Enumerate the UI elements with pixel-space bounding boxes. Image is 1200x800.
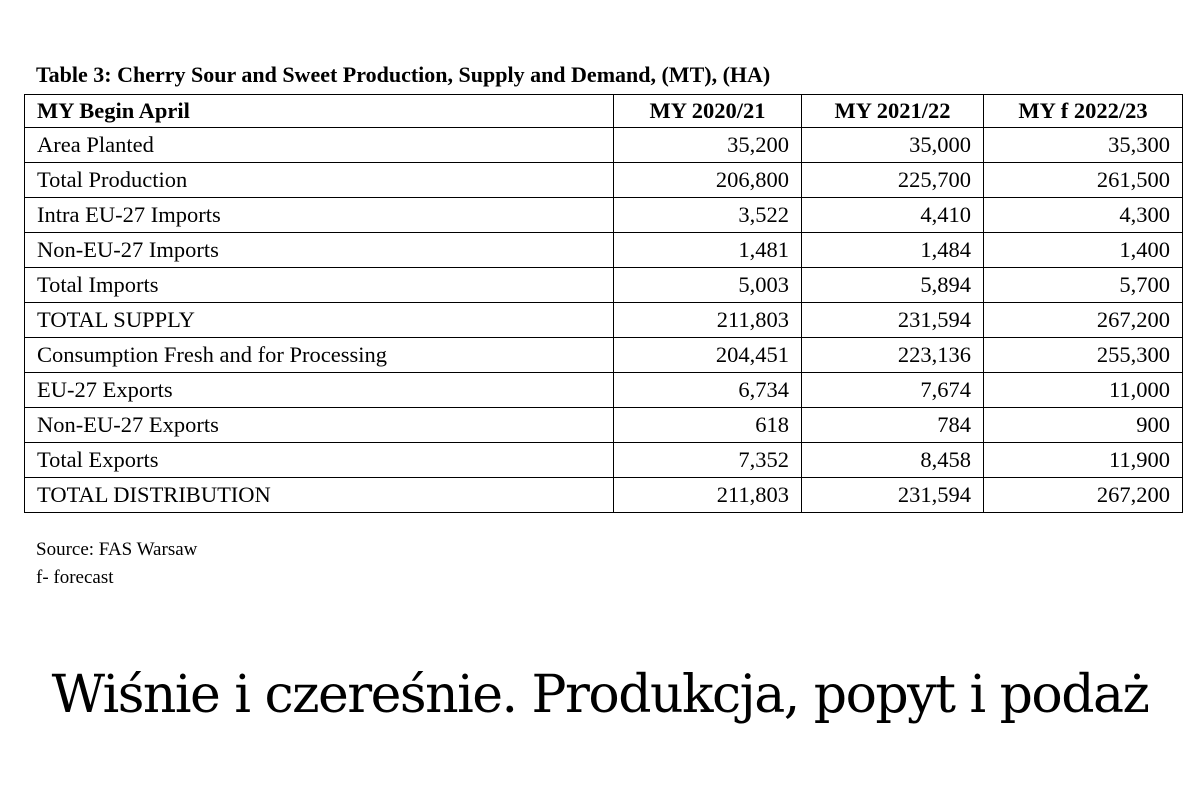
table-title: Table 3: Cherry Sour and Sweet Production, Supply and Demand, (MT), (HA): [36, 62, 771, 87]
value-cell: 4,410: [802, 198, 984, 233]
value-cell: 206,800: [614, 163, 802, 198]
source-note: Source: FAS Warsaw: [36, 539, 198, 560]
row-label: EU-27 Exports: [25, 373, 614, 408]
row-label: TOTAL DISTRIBUTION: [25, 478, 614, 513]
row-label: TOTAL SUPPLY: [25, 303, 614, 338]
value-cell: 204,451: [614, 338, 802, 373]
value-cell: 35,200: [614, 128, 802, 163]
value-cell: 4,300: [984, 198, 1183, 233]
row-label: Non-EU-27 Exports: [25, 408, 614, 443]
table-row: [25, 233, 1183, 268]
row-label: Total Imports: [25, 268, 614, 303]
value-cell: 211,803: [614, 478, 802, 513]
value-cell: 223,136: [802, 338, 984, 373]
row-label: Total Exports: [25, 443, 614, 478]
value-cell: 5,700: [984, 268, 1183, 303]
value-cell: 225,700: [802, 163, 984, 198]
value-cell: 261,500: [984, 163, 1183, 198]
row-label: Non-EU-27 Imports: [25, 233, 614, 268]
value-cell: 784: [802, 408, 984, 443]
value-cell: 231,594: [802, 303, 984, 338]
table-row: [25, 408, 1183, 443]
value-cell: 11,000: [984, 373, 1183, 408]
header-cell: MY 2020/21: [614, 95, 802, 128]
value-cell: 11,900: [984, 443, 1183, 478]
value-cell: 900: [984, 408, 1183, 443]
value-cell: 267,200: [984, 478, 1183, 513]
row-label: Area Planted: [25, 128, 614, 163]
value-cell: 35,000: [802, 128, 984, 163]
caption: Wiśnie i czereśnie. Produkcja, popyt i podaż: [51, 665, 1149, 725]
value-cell: 1,481: [614, 233, 802, 268]
header-cell: MY 2021/22: [802, 95, 984, 128]
value-cell: 267,200: [984, 303, 1183, 338]
row-label: Total Production: [25, 163, 614, 198]
table-row: [25, 303, 1183, 338]
table-row: [25, 128, 1183, 163]
table-row: [25, 338, 1183, 373]
table-row: [25, 163, 1183, 198]
value-cell: 7,674: [802, 373, 984, 408]
value-cell: 5,894: [802, 268, 984, 303]
value-cell: 7,352: [614, 443, 802, 478]
value-cell: 255,300: [984, 338, 1183, 373]
table-row: [25, 268, 1183, 303]
value-cell: 211,803: [614, 303, 802, 338]
value-cell: 618: [614, 408, 802, 443]
table-row: [25, 373, 1183, 408]
value-cell: 5,003: [614, 268, 802, 303]
value-cell: 35,300: [984, 128, 1183, 163]
value-cell: 231,594: [802, 478, 984, 513]
value-cell: 3,522: [614, 198, 802, 233]
row-label: Consumption Fresh and for Processing: [25, 338, 614, 373]
value-cell: 1,400: [984, 233, 1183, 268]
psd-table: [24, 94, 1183, 513]
forecast-footnote: f- forecast: [36, 567, 114, 588]
row-label: Intra EU-27 Imports: [25, 198, 614, 233]
table-header-row: [25, 95, 1183, 128]
table-row: [25, 198, 1183, 233]
table-row: [25, 478, 1183, 513]
value-cell: 1,484: [802, 233, 984, 268]
header-cell: MY f 2022/23: [984, 95, 1183, 128]
value-cell: 8,458: [802, 443, 984, 478]
header-cell: MY Begin April: [25, 95, 614, 128]
table-row: [25, 443, 1183, 478]
value-cell: 6,734: [614, 373, 802, 408]
